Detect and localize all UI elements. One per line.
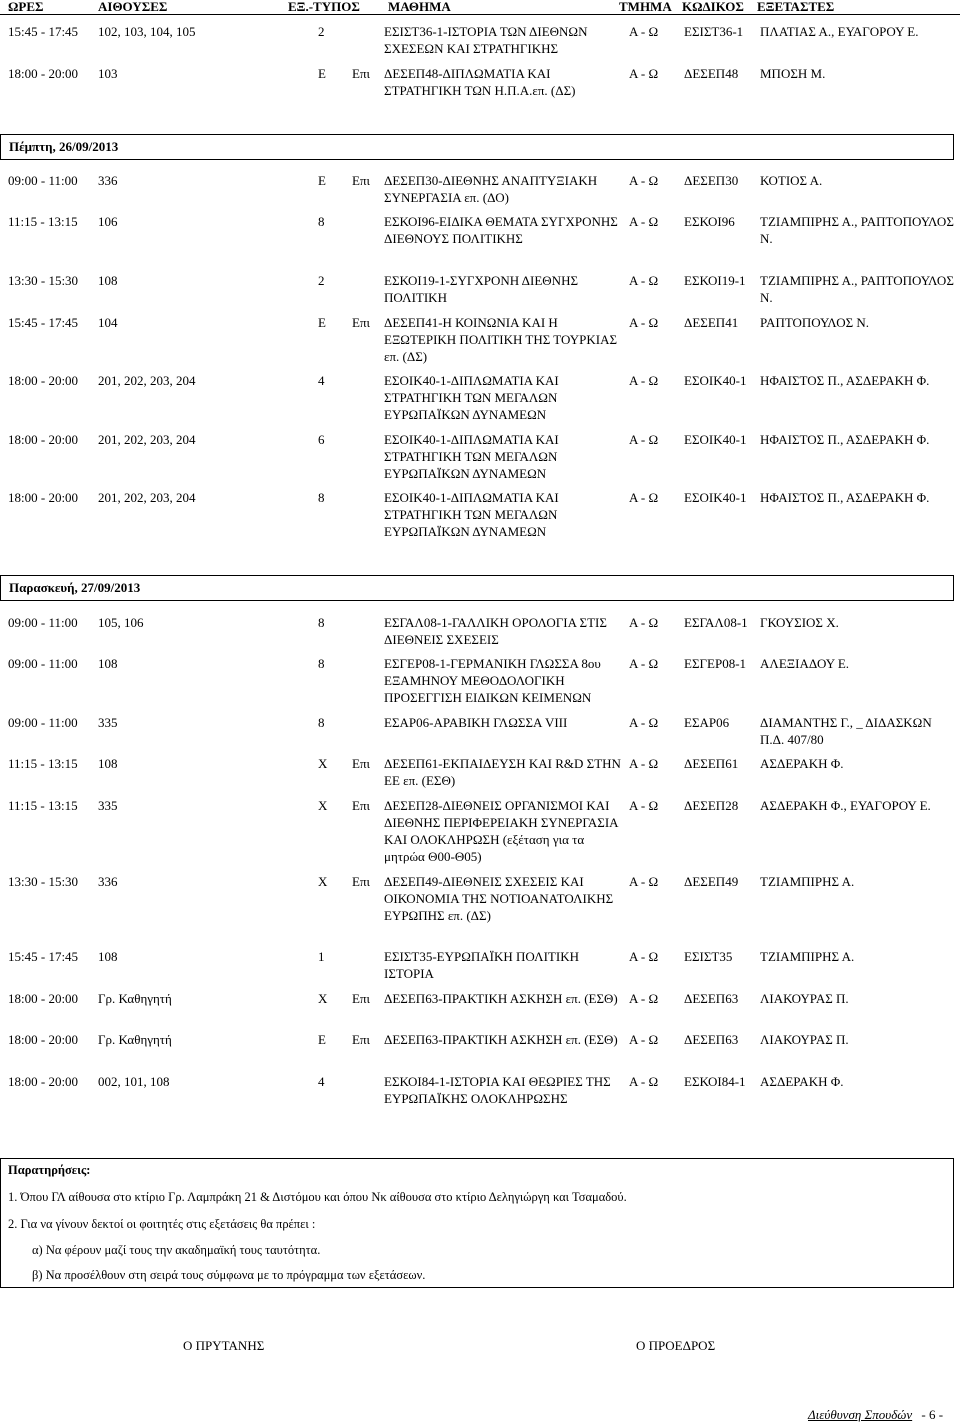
row-section: Α - Ω	[629, 656, 659, 671]
row-code: ΕΣΙΣΤ35	[684, 949, 733, 964]
row-section: Α - Ω	[629, 432, 659, 447]
row-time: 13:30 - 15:30	[8, 273, 79, 288]
row-code: ΔΕΣΕΠ63	[684, 991, 739, 1006]
row-code: ΔΕΣΕΠ41	[684, 315, 739, 330]
signature-rector: Ο ΠΡΥΤΑΝΗΣ	[183, 1338, 265, 1353]
row-code: ΔΕΣΕΠ49	[684, 874, 739, 889]
row-examiners: ΑΣΔΕΡΑΚΗ Φ., ΕΥΑΓΟΡΟΥ Ε.	[760, 798, 931, 813]
row-code: ΕΣΓΑΛ08-1	[684, 615, 748, 630]
row-section: Α - Ω	[629, 490, 659, 505]
row-rooms: 108	[98, 656, 118, 671]
row-semester: Ε	[318, 66, 326, 81]
row-rooms: 201, 202, 203, 204	[98, 373, 196, 388]
row-course: ΔΕΣΕΠ61-ΕΚΠΑΙΔΕΥΣΗ ΚΑΙ R&D ΣΤΗΝ ΕΕ επ. (ΕΣΘ)	[384, 756, 621, 788]
day-header-friday	[0, 575, 954, 601]
row-semester: 2	[318, 24, 325, 39]
row-rooms: 201, 202, 203, 204	[98, 432, 196, 447]
row-rooms: 105, 106	[98, 615, 144, 630]
row-examiners: ΚΟΤΙΟΣ Α.	[760, 173, 823, 188]
row-semester: Ε	[318, 1032, 326, 1047]
row-examiners: ΡΑΠΤΟΠΟΥΛΟΣ Ν.	[760, 315, 870, 330]
row-section: Α - Ω	[629, 715, 659, 730]
header-course: ΜΑΘΗΜΑ	[388, 0, 451, 14]
row-code: ΕΣΓΕΡ08-1	[684, 656, 747, 671]
row-time: 13:30 - 15:30	[8, 874, 79, 889]
row-type: Επι	[352, 756, 371, 771]
row-course: ΔΕΣΕΠ30-ΔΙΕΘΝΗΣ ΑΝΑΠΤΥΞΙΑΚΗ ΣΥΝΕΡΓΑΣΙΑ επ. (ΔΟ)	[384, 173, 598, 205]
row-course: ΕΣΑΡ06-ΑΡΑΒΙΚΗ ΓΛΩΣΣΑ VIII	[384, 715, 568, 730]
row-examiners: ΗΦΑΙΣΤΟΣ Π., ΑΣΔΕΡΑΚΗ Φ.	[760, 432, 930, 447]
row-type: Επι	[352, 1032, 371, 1047]
row-course: ΔΕΣΕΠ63-ΠΡΑΚΤΙΚΗ ΑΣΚΗΣΗ επ. (ΕΣΘ)	[384, 1032, 618, 1047]
signature-president: Ο ΠΡΟΕΔΡΟΣ	[636, 1338, 716, 1353]
row-type: Επι	[352, 798, 371, 813]
row-rooms: 108	[98, 756, 118, 771]
row-type: Επι	[352, 66, 371, 81]
row-code: ΕΣΚΟΙ19-1	[684, 273, 746, 288]
row-rooms: 335	[98, 798, 118, 813]
row-course: ΕΣΓΕΡ08-1-ΓΕΡΜΑΝΙΚΗ ΓΛΩΣΣΑ 8ου ΕΞΑΜΗΝΟΥ ΜΕΘΟΔΟΛΟΓΙΚΗ ΠΡΟΣΕΓΓΙΣΗ ΕΙΔΙΚΩΝ ΚΕΙΜΕΝΩΝ	[384, 656, 601, 705]
header-rooms: ΑΙΘΟΥΣΕΣ	[98, 0, 168, 14]
row-time: 18:00 - 20:00	[8, 432, 79, 447]
row-type: Επι	[352, 315, 371, 330]
table-header	[0, 0, 960, 15]
row-examiners: ΜΠΟΣΗ Μ.	[760, 66, 826, 81]
row-section: Α - Ω	[629, 949, 659, 964]
row-course: ΕΣΙΣΤ36-1-ΙΣΤΟΡΙΑ ΤΩΝ ΔΙΕΘΝΩΝ ΣΧΕΣΕΩΝ ΚΑΙ ΣΤΡΑΤΗΓΙΚΗΣ	[384, 24, 588, 56]
row-section: Α - Ω	[629, 1074, 659, 1089]
row-examiners: ΓΚΟΥΣΙΟΣ Χ.	[760, 615, 839, 630]
row-examiners: ΗΦΑΙΣΤΟΣ Π., ΑΣΔΕΡΑΚΗ Φ.	[760, 490, 930, 505]
row-type: Επι	[352, 991, 371, 1006]
row-section: Α - Ω	[629, 173, 659, 188]
row-examiners: ΤΖΙΑΜΠΙΡΗΣ Α.	[760, 949, 855, 964]
row-time: 09:00 - 11:00	[8, 715, 78, 730]
row-code: ΕΣΑΡ06	[684, 715, 730, 730]
row-rooms: 106	[98, 214, 118, 229]
row-semester: 8	[318, 715, 325, 730]
row-section: Α - Ω	[629, 756, 659, 771]
header-time: ΩΡΕΣ	[8, 0, 44, 14]
row-time: 11:15 - 13:15	[8, 798, 78, 813]
row-course: ΕΣΟΙΚ40-1-ΔΙΠΛΩΜΑΤΙΑ ΚΑΙ ΣΤΡΑΤΗΓΙΚΗ ΤΩΝ ΜΕΓΑΛΩΝ ΕΥΡΩΠΑΪΚΩΝ ΔΥΝΑΜΕΩΝ	[384, 432, 559, 481]
footer-page: - 6 -	[921, 1407, 944, 1422]
row-code: ΔΕΣΕΠ30	[684, 173, 739, 188]
row-course: ΕΣΚΟΙ19-1-ΣΥΓΧΡΟΝΗ ΔΙΕΘΝΗΣ ΠΟΛΙΤΙΚΗ	[384, 273, 579, 305]
row-section: Α - Ω	[629, 373, 659, 388]
row-time: 18:00 - 20:00	[8, 490, 79, 505]
row-time: 18:00 - 20:00	[8, 373, 79, 388]
row-semester: Χ	[318, 874, 328, 889]
row-section: Α - Ω	[629, 874, 659, 889]
row-type: Επι	[352, 173, 371, 188]
row-code: ΕΣΚΟΙ84-1	[684, 1074, 746, 1089]
row-code: ΕΣΟΙΚ40-1	[684, 432, 747, 447]
row-course: ΕΣΙΣΤ35-ΕΥΡΩΠΑΪΚΗ ΠΟΛΙΤΙΚΗ ΙΣΤΟΡΙΑ	[384, 949, 579, 981]
row-rooms: Γρ. Καθηγητή	[98, 1032, 172, 1047]
row-time: 11:15 - 13:15	[8, 214, 78, 229]
row-time: 09:00 - 11:00	[8, 173, 78, 188]
row-examiners: ΔΙΑΜΑΝΤΗΣ Γ., _ ΔΙΔΑΣΚΩΝ Π.Δ. 407/80	[760, 715, 932, 747]
header-section: ΤΜΗΜΑ	[619, 0, 672, 14]
row-examiners: ΑΣΔΕΡΑΚΗ Φ.	[760, 756, 844, 771]
row-rooms: 102, 103, 104, 105	[98, 24, 196, 39]
row-code: ΕΣΙΣΤ36-1	[684, 24, 744, 39]
row-course: ΕΣΟΙΚ40-1-ΔΙΠΛΩΜΑΤΙΑ ΚΑΙ ΣΤΡΑΤΗΓΙΚΗ ΤΩΝ ΜΕΓΑΛΩΝ ΕΥΡΩΠΑΪΚΩΝ ΔΥΝΑΜΕΩΝ	[384, 490, 559, 539]
row-rooms: 108	[98, 949, 118, 964]
row-rooms: 103	[98, 66, 118, 81]
row-course: ΕΣΚΟΙ96-ΕΙΔΙΚΑ ΘΕΜΑΤΑ ΣΥΓΧΡΟΝΗΣ ΔΙΕΘΝΟΥΣ ΠΟΛΙΤΙΚΗΣ	[384, 214, 618, 246]
row-semester: 6	[318, 432, 325, 447]
row-examiners: ΛΙΑΚΟΥΡΑΣ Π.	[760, 1032, 849, 1047]
row-time: 18:00 - 20:00	[8, 1032, 79, 1047]
row-code: ΔΕΣΕΠ28	[684, 798, 739, 813]
row-examiners: ΗΦΑΙΣΤΟΣ Π., ΑΣΔΕΡΑΚΗ Φ.	[760, 373, 930, 388]
row-course: ΔΕΣΕΠ63-ΠΡΑΚΤΙΚΗ ΑΣΚΗΣΗ επ. (ΕΣΘ)	[384, 991, 618, 1006]
row-time: 18:00 - 20:00	[8, 66, 79, 81]
row-semester: 8	[318, 615, 325, 630]
row-rooms: 336	[98, 874, 118, 889]
row-course: ΔΕΣΕΠ49-ΔΙΕΘΝΕΙΣ ΣΧΕΣΕΙΣ ΚΑΙ ΟΙΚΟΝΟΜΙΑ ΤΗΣ ΝΟΤΙΟΑΝΑΤΟΛΙΚΗΣ ΕΥΡΩΠΗΣ επ. (ΔΣ)	[384, 874, 614, 923]
day-title: Παρασκευή, 27/09/2013	[9, 580, 141, 595]
row-rooms: Γρ. Καθηγητή	[98, 991, 172, 1006]
row-rooms: 104	[98, 315, 118, 330]
page-footer	[808, 1406, 943, 1423]
row-section: Α - Ω	[629, 315, 659, 330]
row-code: ΔΕΣΕΠ61	[684, 756, 739, 771]
row-code: ΕΣΟΙΚ40-1	[684, 373, 747, 388]
day-title: Πέμπτη, 26/09/2013	[9, 139, 119, 154]
note-2b: β) Να προσέλθουν στη σειρά τους σύμφωνα με το πρόγραμμα των εξετάσεων.	[32, 1268, 426, 1282]
row-semester: Χ	[318, 756, 328, 771]
row-course: ΕΣΚΟΙ84-1-ΙΣΤΟΡΙΑ ΚΑΙ ΘΕΩΡΙΕΣ ΤΗΣ ΕΥΡΩΠΑΪΚΗΣ ΟΛΟΚΛΗΡΩΣΗΣ	[384, 1074, 611, 1106]
row-semester: Χ	[318, 991, 328, 1006]
day-header-thursday	[0, 134, 954, 160]
row-examiners: ΠΛΑΤΙΑΣ Α., ΕΥΑΓΟΡΟΥ Ε.	[760, 24, 919, 39]
header-code: ΚΩΔΙΚΟΣ	[682, 0, 744, 14]
row-semester: 4	[318, 373, 325, 388]
row-rooms: 336	[98, 173, 118, 188]
row-time: 15:45 - 17:45	[8, 949, 79, 964]
row-examiners: ΤΖΙΑΜΠΙΡΗΣ Α., ΡΑΠΤΟΠΟΥΛΟΣ Ν.	[760, 214, 954, 246]
row-course: ΕΣΓΑΛ08-1-ΓΑΛΛΙΚΗ ΟΡΟΛΟΓΙΑ ΣΤΙΣ ΔΙΕΘΝΕΙΣ ΣΧΕΣΕΙΣ	[384, 615, 607, 647]
row-code: ΕΣΚΟΙ96	[684, 214, 735, 229]
row-examiners: ΑΛΕΞΙΑΔΟΥ Ε.	[760, 656, 850, 671]
row-section: Α - Ω	[629, 214, 659, 229]
row-semester: 1	[318, 949, 325, 964]
row-semester: 8	[318, 490, 325, 505]
row-semester: 8	[318, 214, 325, 229]
note-2: 2. Για να γίνουν δεκτοί οι φοιτητές στις εξετάσεις θα πρέπει :	[8, 1217, 316, 1231]
row-time: 18:00 - 20:00	[8, 991, 79, 1006]
row-section: Α - Ω	[629, 615, 659, 630]
row-examiners: ΤΖΙΑΜΠΙΡΗΣ Α., ΡΑΠΤΟΠΟΥΛΟΣ Ν.	[760, 273, 954, 305]
row-rooms: 335	[98, 715, 118, 730]
row-time: 09:00 - 11:00	[8, 656, 78, 671]
note-2a: α) Να φέρουν μαζί τους την ακαδημαϊκή τους ταυτότητα.	[32, 1243, 321, 1257]
row-code: ΔΕΣΕΠ63	[684, 1032, 739, 1047]
row-section: Α - Ω	[629, 273, 659, 288]
note-1: 1. Όπου ΓΛ αίθουσα στο κτίριο Γρ. Λαμπράκη 21 & Διστόμου και όπου Νκ αίθουσα στο κτίριο Δεληγιώργη και Τσαμαδού.	[8, 1190, 627, 1204]
row-semester: Ε	[318, 173, 326, 188]
row-course: ΔΕΣΕΠ28-ΔΙΕΘΝΕΙΣ ΟΡΓΑΝΙΣΜΟΙ ΚΑΙ ΔΙΕΘΝΗΣ ΠΕΡΙΦΕΡΕΙΑΚΗ ΣΥΝΕΡΓΑΣΙΑ ΚΑΙ ΟΛΟΚΛΗΡΩΣΗ (εξέταση για τα μητρώα Θ00-Θ05)	[384, 798, 618, 864]
row-time: 15:45 - 17:45	[8, 315, 79, 330]
row-section: Α - Ω	[629, 66, 659, 81]
row-examiners: ΛΙΑΚΟΥΡΑΣ Π.	[760, 991, 849, 1006]
row-semester: 4	[318, 1074, 325, 1089]
row-course: ΔΕΣΕΠ48-ΔΙΠΛΩΜΑΤΙΑ ΚΑΙ ΣΤΡΑΤΗΓΙΚΗ ΤΩΝ Η.Π.Α.επ. (ΔΣ)	[384, 66, 576, 98]
row-section: Α - Ω	[629, 798, 659, 813]
row-section: Α - Ω	[629, 991, 659, 1006]
header-examiners: ΕΞΕΤΑΣΤΕΣ	[757, 0, 835, 14]
row-rooms: 108	[98, 273, 118, 288]
row-section: Α - Ω	[629, 24, 659, 39]
row-section: Α - Ω	[629, 1032, 659, 1047]
notes-title: Παρατηρήσεις:	[8, 1163, 91, 1177]
row-course: ΔΕΣΕΠ41-Η ΚΟΙΝΩΝΙΑ ΚΑΙ Η ΕΞΩΤΕΡΙΚΗ ΠΟΛΙΤΙΚΗ ΤΗΣ ΤΟΥΡΚΙΑΣ επ. (ΔΣ)	[384, 315, 618, 364]
row-semester: 8	[318, 656, 325, 671]
row-time: 11:15 - 13:15	[8, 756, 78, 771]
row-code: ΔΕΣΕΠ48	[684, 66, 739, 81]
row-examiners: ΤΖΙΑΜΠΙΡΗΣ Α.	[760, 874, 855, 889]
row-semester: Ε	[318, 315, 326, 330]
row-rooms: 002, 101, 108	[98, 1074, 170, 1089]
row-semester: 2	[318, 273, 325, 288]
row-code: ΕΣΟΙΚ40-1	[684, 490, 747, 505]
row-time: 15:45 - 17:45	[8, 24, 79, 39]
header-sem-type: ΕΞ.-ΤΥΠΟΣ	[288, 0, 360, 14]
row-time: 18:00 - 20:00	[8, 1074, 79, 1089]
row-rooms: 201, 202, 203, 204	[98, 490, 196, 505]
row-time: 09:00 - 11:00	[8, 615, 78, 630]
row-type: Επι	[352, 874, 371, 889]
row-semester: Χ	[318, 798, 328, 813]
row-course: ΕΣΟΙΚ40-1-ΔΙΠΛΩΜΑΤΙΑ ΚΑΙ ΣΤΡΑΤΗΓΙΚΗ ΤΩΝ ΜΕΓΑΛΩΝ ΕΥΡΩΠΑΪΚΩΝ ΔΥΝΑΜΕΩΝ	[384, 373, 559, 422]
row-examiners: ΑΣΔΕΡΑΚΗ Φ.	[760, 1074, 844, 1089]
footer-dept: Διεύθυνση Σπουδών	[808, 1407, 913, 1422]
